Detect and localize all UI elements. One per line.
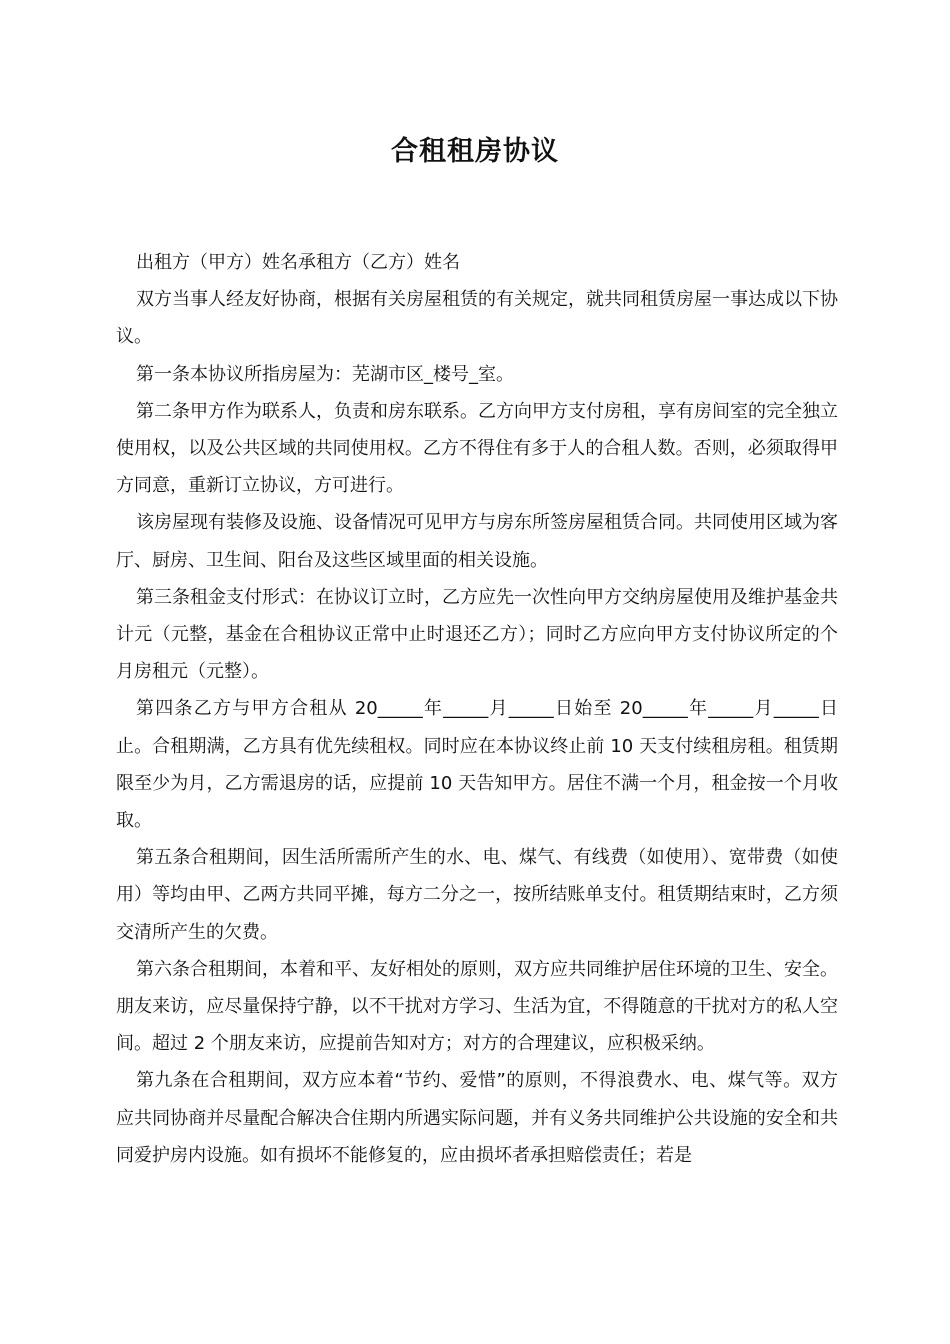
paragraph-article-9: 第九条在合租期间，双方应本着“节约、爱惜”的原则，不得浪费水、电、煤气等。双方应共同协商并尽量配合解决合住期内所遇实际问题，并有义务共同维护公共设施的安全和共同爱护房内设施。如有损坏不能修复的，应由损坏者承担赔偿责任；若是 bbox=[116, 1070, 838, 1166]
paragraph-facilities: 该房屋现有装修及设施、设备情况可见甲方与房东所签房屋租赁合同。共同使用区域为客厅、厨房、卫生间、阳台及这些区域里面的相关设施。 bbox=[116, 512, 838, 571]
paragraph-article-2: 第二条甲方作为联系人，负责和房东联系。乙方向甲方支付房租，享有房间室的完全独立使用权，以及公共区域的共同使用权。乙方不得住有多于人的合租人数。否则，必须取得甲方同意，重新订立协议，方可进行。 bbox=[116, 400, 838, 497]
paragraph-article-5: 第五条合租期间，因生活所需所产生的水、电、煤气、有线费（如使用）、宽带费（如使用）等均由甲、乙两方共同平摊，每方二分之一，按所结账单支付。租赁期结束时，乙方须交清所产生的欠费。 bbox=[116, 847, 838, 943]
paragraph-article-4: 第四条乙方与甲方合租从 20_____年_____月_____日始至 20_____年_____月_____日止。合租期满，乙方具有优先续租权。同时应在本协议终止前 10 天支付续租房租。租赁期限至少为月，乙方需退房的话，应提前 10 天告知甲方。居住不满一个月，租金按一个月收取。 bbox=[116, 698, 838, 832]
paragraph-article-6: 第六条合租期间，本着和平、友好相处的原则，双方应共同维护居住环境的卫生、安全。朋友来访，应尽量保持宁静，以不干扰对方学习、生活为宜，不得随意的干扰对方的私人空间。超过 2 个朋友来访，应提前告知对方；对方的合理建议，应积极采纳。 bbox=[116, 958, 838, 1055]
paragraph-parties: 出租方（甲方）姓名承租方（乙方）姓名 bbox=[136, 252, 460, 273]
document-body bbox=[116, 244, 838, 1174]
paragraph-preamble: 双方当事人经友好协商，根据有关房屋租赁的有关规定，就共同租赁房屋一事达成以下协议。 bbox=[116, 289, 838, 348]
paragraph-article-1: 第一条本协议所指房屋为：芜湖市区_楼号_室。 bbox=[136, 363, 514, 385]
paragraph-article-3: 第三条租金支付形式：在协议订立时，乙方应先一次性向甲方交纳房屋使用及维护基金共计元（元整，基金在合租协议正常中止时退还乙方）；同时乙方应向甲方支付协议所定的个月房租元（元整）。 bbox=[116, 586, 838, 683]
document-title: 合租租房协议 bbox=[391, 136, 559, 167]
